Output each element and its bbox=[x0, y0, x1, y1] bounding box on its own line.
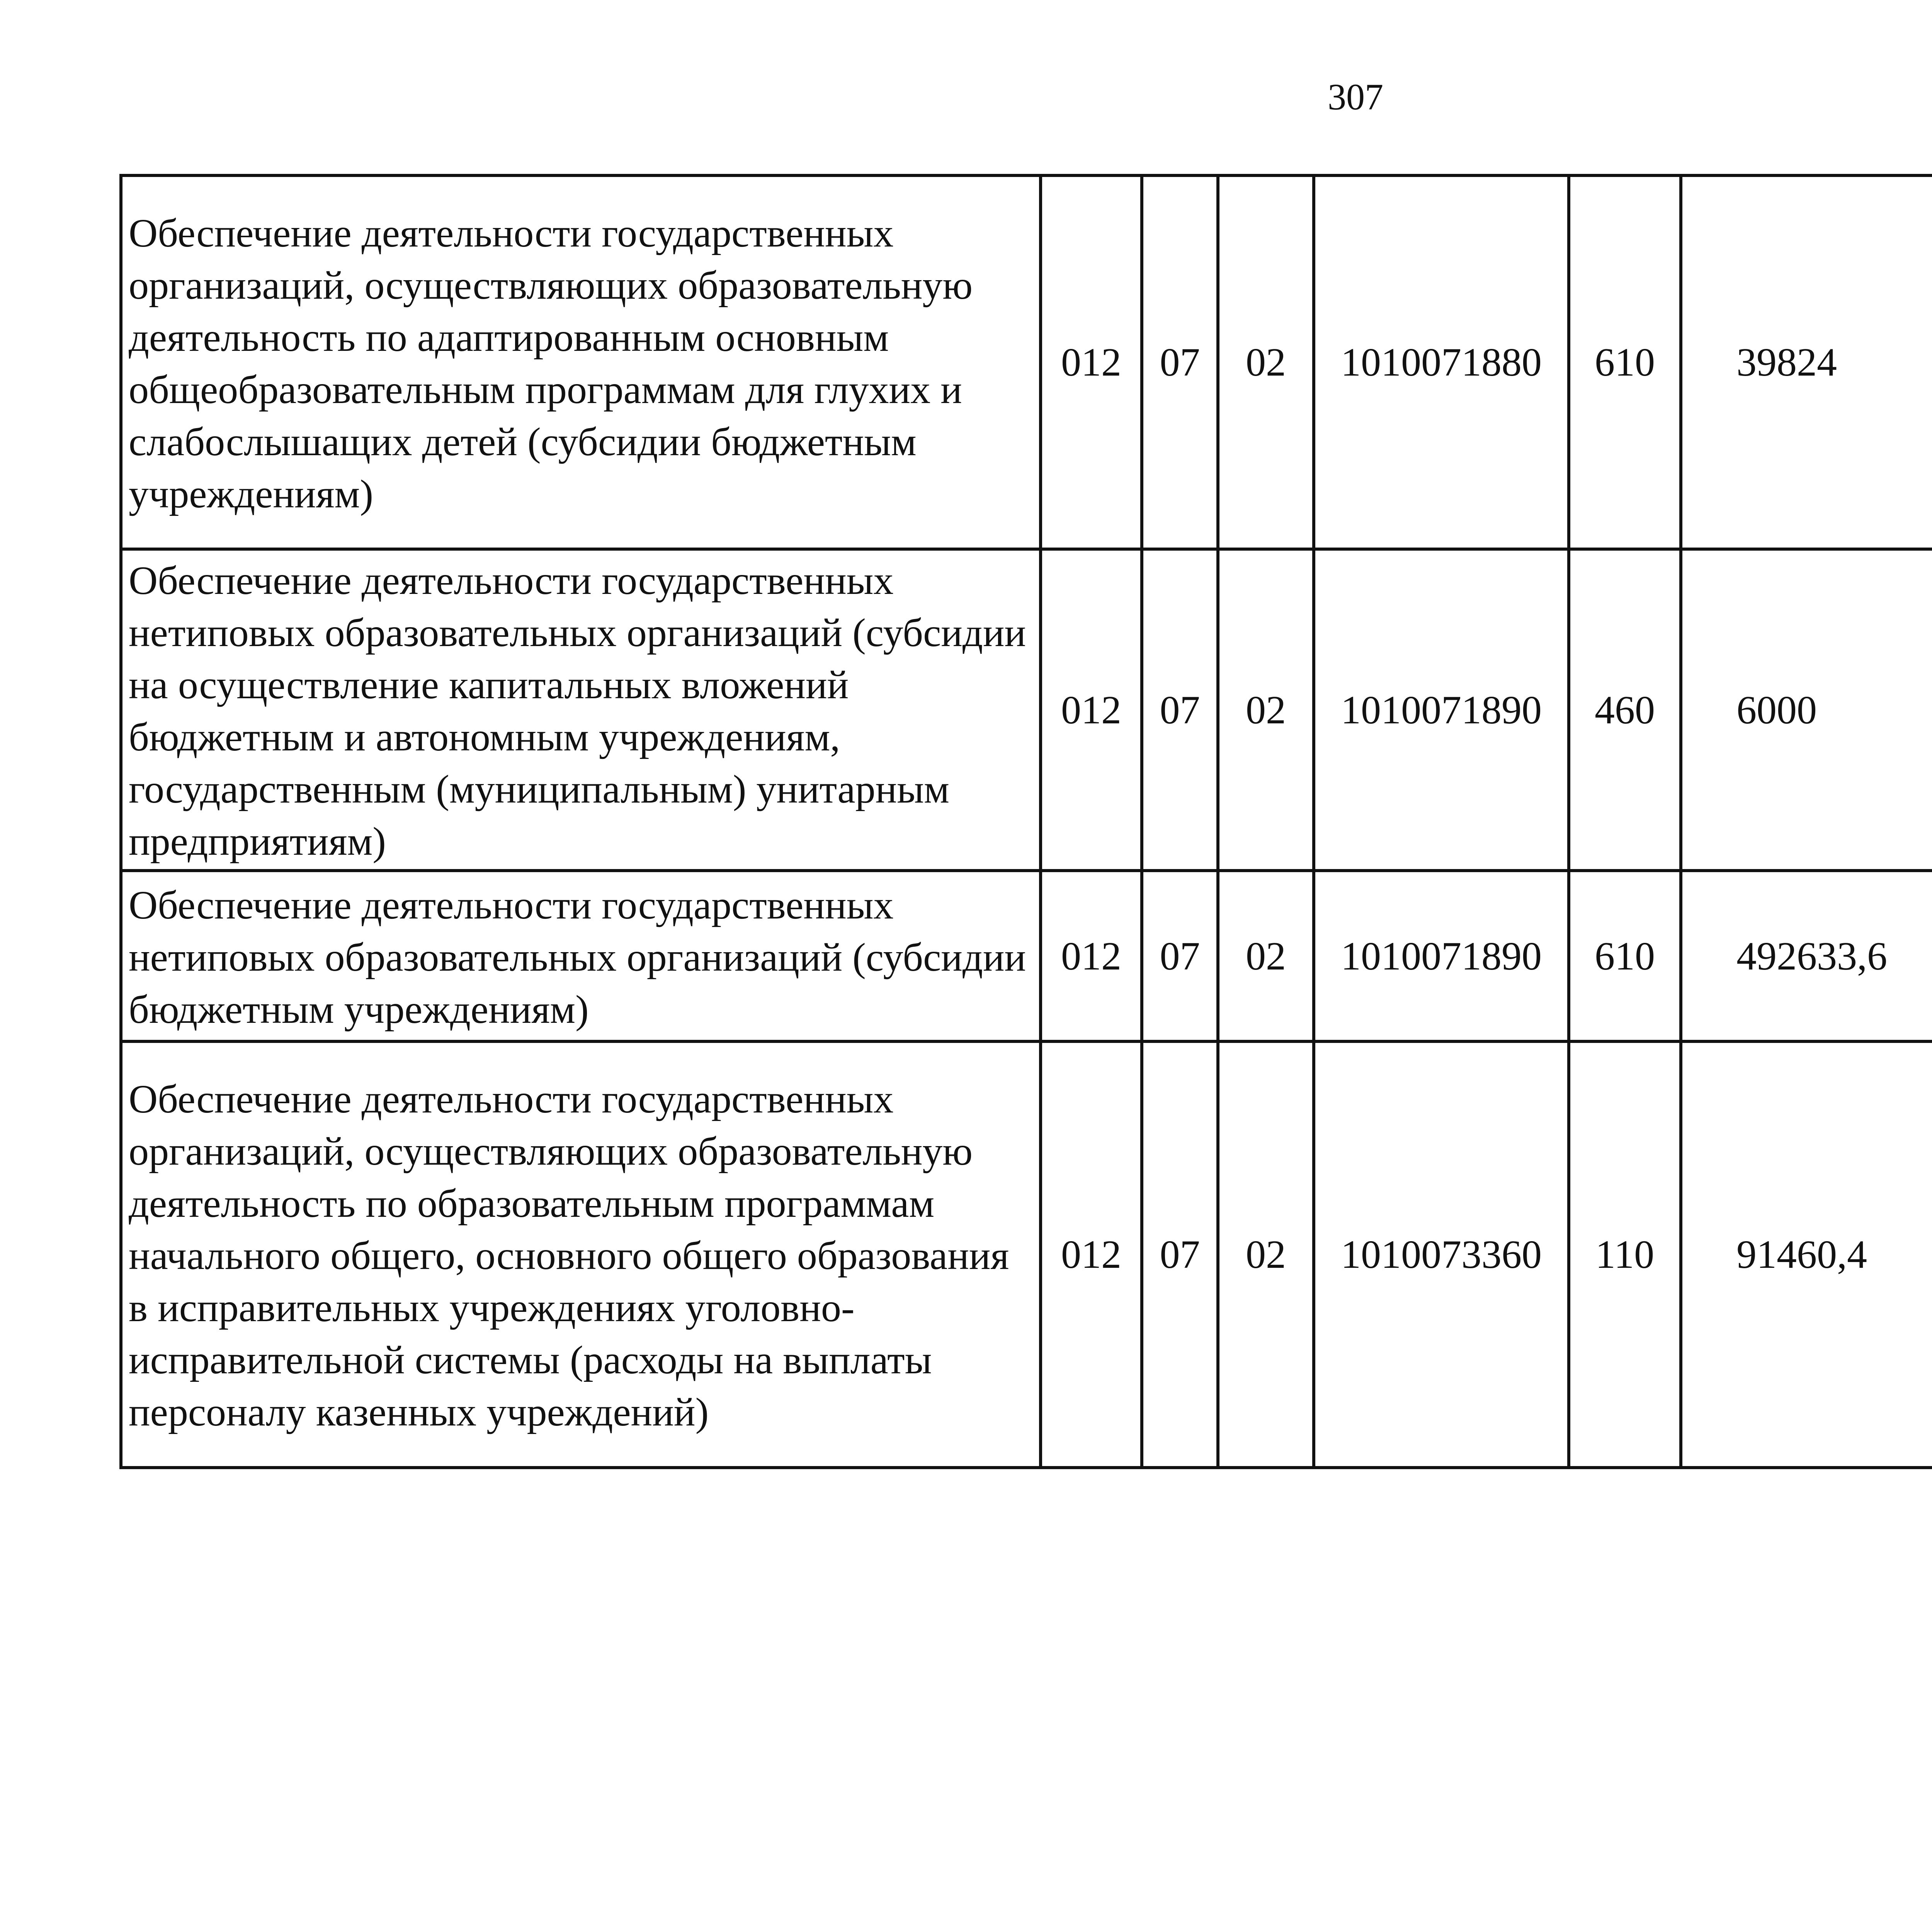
page-number: 307 bbox=[1328, 76, 1383, 117]
expense-type-code: 610 bbox=[1569, 175, 1681, 549]
table-row bbox=[121, 871, 1932, 1041]
subsection-code: 02 bbox=[1218, 549, 1314, 871]
expense-type-code: 610 bbox=[1569, 871, 1681, 1041]
table-row bbox=[121, 549, 1932, 871]
section-code: 07 bbox=[1142, 549, 1218, 871]
target-article-code: 1010071890 bbox=[1314, 871, 1569, 1041]
expense-type-code: 110 bbox=[1569, 1041, 1681, 1468]
row-description-text: Обеспечение деятельности государственных нетиповых образовательных организаций (субсидии бюджетным учреждениям) bbox=[129, 883, 1026, 1032]
amount-1: 39824 bbox=[1681, 175, 1932, 549]
section-code: 07 bbox=[1142, 871, 1218, 1041]
row-description bbox=[121, 871, 1041, 1041]
expense-type-code: 460 bbox=[1569, 549, 1681, 871]
table-row bbox=[121, 1041, 1932, 1468]
table-row bbox=[121, 175, 1932, 549]
budget-table bbox=[119, 174, 1932, 1469]
target-article-code: 1010071880 bbox=[1314, 175, 1569, 549]
subsection-code: 02 bbox=[1218, 175, 1314, 549]
row-description bbox=[121, 1041, 1041, 1468]
subsection-code: 02 bbox=[1218, 871, 1314, 1041]
row-description bbox=[121, 175, 1041, 549]
section-code: 07 bbox=[1142, 1041, 1218, 1468]
amount-1: 492633,6 bbox=[1681, 871, 1932, 1041]
ministry-code: 012 bbox=[1041, 1041, 1142, 1468]
amount-1: 6000 bbox=[1681, 549, 1932, 871]
ministry-code: 012 bbox=[1041, 871, 1142, 1041]
row-description-text: Обеспечение деятельности государственных нетиповых образовательных организаций (субсидии на осуществление капитальных вложений бюджетным и автономным учреждениям, государственным (муниципальным) унитарным предприятиям) bbox=[129, 558, 1026, 864]
ministry-code: 012 bbox=[1041, 549, 1142, 871]
ministry-code: 012 bbox=[1041, 175, 1142, 549]
target-article-code: 1010071890 bbox=[1314, 549, 1569, 871]
row-description-text: Обеспечение деятельности государственных организаций, осуществляющих образовательную деятельность по образовательным программам начального общего, основного общего образования в исправительных учреждениях уголовно-исправительной системы (расходы на выплаты персоналу казенных учреждений) bbox=[129, 1077, 1009, 1434]
section-code: 07 bbox=[1142, 175, 1218, 549]
amount-1: 91460,4 bbox=[1681, 1041, 1932, 1468]
target-article-code: 1010073360 bbox=[1314, 1041, 1569, 1468]
subsection-code: 02 bbox=[1218, 1041, 1314, 1468]
row-description bbox=[121, 549, 1041, 871]
row-description-text: Обеспечение деятельности государственных организаций, осуществляющих образовательную деятельность по адаптированным основным общеобразовательным программам для глухих и слабослышащих детей (субсидии бюджетным учреждениям) bbox=[129, 211, 973, 516]
